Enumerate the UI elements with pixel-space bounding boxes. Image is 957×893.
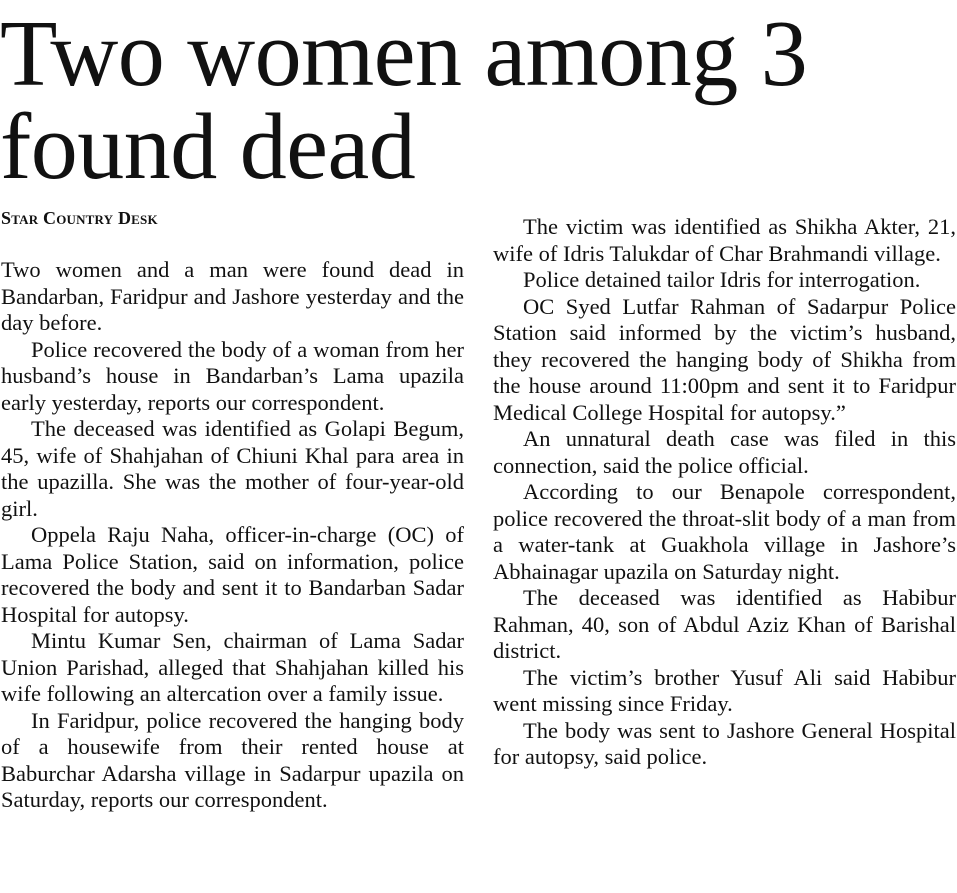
paragraph: Police recovered the body of a woman from her husband’s house in Bandarban’s Lama upazila early yesterday, reports our correspondent. [1, 336, 464, 415]
paragraph: The deceased was identified as Golapi Begum, 45, wife of Shahjahan of Chiuni Khal para area in the upazilla. She was the mother of four-year-old girl. [1, 416, 464, 521]
paragraph: An unnatural death case was filed in this connection, said the police official. [493, 426, 956, 478]
paragraph: Mintu Kumar Sen, chairman of Lama Sadar Union Parishad, alleged that Shahjahan killed his wife following an altercation over a family issue. [1, 628, 464, 706]
paragraph: The deceased was identified as Habibur Rahman, 40, son of Abdul Aziz Khan of Barishal district. [493, 585, 956, 663]
paragraph: The victim was identified as Shikha Akter, 21, wife of Idris Talukdar of Char Brahmandi village. [493, 214, 956, 266]
paragraph: The victim’s brother Yusuf Ali said Habibur went missing since Friday. [493, 664, 956, 716]
article-column-left [1, 257, 464, 814]
paragraph: According to our Benapole correspondent, police recovered the throat-slit body of a man from a water-tank at Guakhola village in Jashore’s Abhainagar upazila on Saturday night. [493, 479, 956, 584]
paragraph: Two women and a man were found dead in Bandarban, Faridpur and Jashore yesterday and the day before. [1, 257, 464, 335]
paragraph: OC Syed Lutfar Rahman of Sadarpur Police Station said informed by the victim’s husband, they recovered the hanging body of Shikha from the house around 11:00pm and sent it to Faridpur Medical College Hospital for autopsy.” [493, 293, 956, 425]
byline: Star Country Desk [1, 208, 158, 228]
paragraph: Oppela Raju Naha, officer-in-charge (OC) of Lama Police Station, said on information, police recovered the body and sent it to Bandarban Sadar Hospital for autopsy. [1, 522, 464, 627]
paragraph: The body was sent to Jashore General Hospital for autopsy, said police. [493, 717, 956, 769]
article-column-right [493, 214, 956, 771]
paragraph: In Faridpur, police recovered the hanging body of a housewife from their rented house at Baburchar Adarsha village in Sadarpur upazila on Saturday, reports our correspondent. [1, 707, 464, 812]
paragraph: Police detained tailor Idris for interrogation. [523, 267, 921, 292]
headline: Two women among 3 found dead [0, 2, 808, 199]
